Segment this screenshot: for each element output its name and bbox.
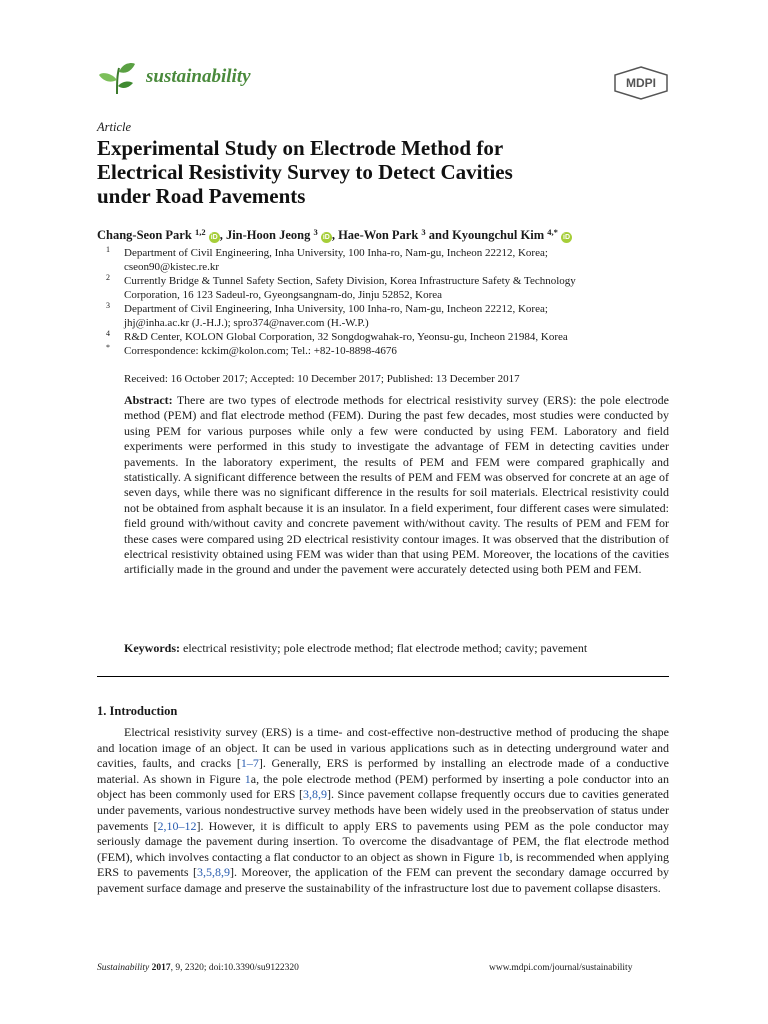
paragraph-text: ]. However, it is difficult to apply ERS to pavements using PEM as the pole conductor may seriously damage the pavement during insertion. To overcome the disadvantage of PEM, the flat electrode method (FEM), which involves contacting a flat conductor to an object as shown in Figure: [97, 818, 669, 864]
affiliation-line: [106, 316, 666, 330]
journal-logo: [97, 58, 137, 98]
abstract-label: Abstract:: [124, 393, 173, 407]
title-line: under Road Pavements: [97, 184, 306, 208]
author-affiliation-sup: 4,*: [547, 227, 558, 237]
paragraph-text: a, the pole electrode method (PEM) performed by inserting a pole conductor into an object has been commonly used for ERS [: [97, 771, 669, 802]
paragraph-text: ]. Generally, ERS is performed by installing an electrode made of a conductive material. As shown in Figure: [97, 756, 669, 786]
footer-journal: Sustainability: [97, 963, 150, 973]
citation-link[interactable]: 1: [244, 771, 251, 786]
author-name: Hae-Won Park: [338, 228, 419, 242]
affiliation-line: [106, 246, 666, 260]
mdpi-logo: [612, 66, 670, 100]
footer-doi: , 9, 2320; doi:10.3390/su9122320: [170, 963, 299, 973]
affiliation-number: 2: [106, 273, 110, 282]
author-affiliation-sup: 3: [421, 227, 426, 237]
footer-citation: [97, 963, 299, 973]
orcid-icon[interactable]: iD: [563, 234, 570, 241]
paragraph-text: ]. Since pavement collapse frequently occurs due to cavities generated under pavements, various nondestructive survey methods have been widely used in the preobservation of status under pavements [: [97, 787, 669, 833]
paragraph-text: Electrical resistivity survey (ERS) is a time- and cost-effective non-destructive method of producing the shape and location image of an object. It can be used in various applications such as in detecting underground water and cavities, faults, and cracks [: [97, 725, 669, 771]
paragraph-text: ]. Moreover, the application of the FEM can prevent the secondary damage occurred by pavement surface damage and preserve the sustainability of the infrastructure lost due to pavement collapse disasters.: [97, 865, 670, 895]
affiliation-line: [106, 274, 666, 288]
affiliation-number: 4: [106, 329, 110, 338]
affiliation-number: 3: [106, 301, 110, 310]
affiliation-text: Department of Civil Engineering, Inha University, 100 Inha-ro, Nam-gu, Incheon 22212, Korea;: [124, 303, 548, 315]
author-separator: ,: [331, 228, 339, 242]
title-line: Electrical Resistivity Survey to Detect Cavities: [97, 160, 513, 184]
section-heading: 1. Introduction: [97, 704, 178, 718]
footer-year: 2017: [151, 963, 171, 973]
paragraph-text: b, is recommended when applying ERS to pavements [: [97, 849, 669, 880]
citation-link[interactable]: 3,5,8,9: [196, 865, 230, 880]
affiliation-number: 1: [106, 245, 110, 254]
affiliation-line: [106, 302, 666, 316]
author-affiliation-sup: 1,2: [194, 227, 206, 237]
title-line: Experimental Study on Electrode Method for: [97, 136, 504, 160]
citation-link[interactable]: 2,10–12: [157, 818, 197, 833]
affiliation-line: [106, 344, 666, 358]
author-list: [97, 227, 572, 243]
affiliation-text: cseon90@kistec.re.kr: [124, 261, 220, 273]
affiliation-list: [106, 246, 666, 358]
affiliation-text: Corporation, 16 123 Sadeul-ro, Gyeongsangnam-do, Jinju 52852, Korea: [124, 289, 443, 301]
publication-dates: Received: 16 October 2017; Accepted: 10 December 2017; Published: 13 December 2017: [124, 373, 520, 385]
citation-link[interactable]: 1: [497, 849, 504, 864]
keywords-text: electrical resistivity; pole electrode method; flat electrode method; cavity; pavement: [183, 641, 588, 655]
affiliation-line: [106, 260, 666, 274]
author-name: Chang-Seon Park: [97, 228, 192, 242]
citation-link[interactable]: 3,8,9: [303, 787, 328, 802]
article-type: Article: [97, 120, 132, 134]
keywords-label: Keywords:: [124, 641, 180, 655]
affiliation-text: Correspondence: kckim@kolon.com; Tel.: +82-10-8898-4676: [124, 345, 397, 357]
journal-name: sustainability: [146, 66, 251, 87]
author-name: Jin-Hoon Jeong: [225, 228, 311, 242]
mdpi-logo-text: MDPI: [626, 76, 656, 90]
orcid-icon[interactable]: iD: [322, 234, 330, 241]
affiliation-line: [106, 288, 666, 302]
author-separator: ,: [219, 228, 226, 242]
author-affiliation-sup: 3: [313, 227, 318, 237]
affiliation-text: R&D Center, KOLON Global Corporation, 32 Songdogwahak-ro, Yeonsu-gu, Incheon 21984, Korea: [124, 331, 568, 343]
affiliation-text: Currently Bridge & Tunnel Safety Section, Safety Division, Korea Infrastructure Safety & Technology: [124, 275, 576, 287]
paper-title: [97, 136, 657, 208]
affiliation-text: jhj@inha.ac.kr (J.-H.J.); spro374@naver.com (H.-W.P.): [124, 317, 369, 329]
introduction-paragraph: [97, 725, 669, 897]
orcid-icon[interactable]: iD: [210, 234, 218, 241]
affiliation-text: Department of Civil Engineering, Inha University, 100 Inha-ro, Nam-gu, Incheon 22212, Korea;: [124, 247, 548, 259]
affiliation-number: *: [106, 343, 110, 352]
section-divider: [97, 676, 669, 677]
affiliation-line: [106, 330, 666, 344]
citation-link[interactable]: 1–7: [240, 756, 259, 771]
abstract: [124, 393, 669, 578]
author-name: Kyoungchul Kim: [452, 228, 545, 242]
abstract-text: There are two types of electrode methods for electrical resistivity survey (ERS): the pole electrode method (PEM) and flat electrode method (FEM). During the past few decades, most studies were conducted by using PEM for various purposes while only a few were conducted by using FEM. Laboratory and field experiments were performed in this study to investigate the advantage of FEM in detecting cavities under pavements. In the laboratory experiment, the results of PEM and FEM were compared graphically and statistically. A significant difference between the results of PEM and FEM was observed for concrete at an age of seven days, while there was no significant difference in the results for soil materials. Electrical resistivity could not be obtained from asphalt because it is an insulator. In a field experiment, four different cases were simulated: field ground with/without cavity and concrete pavement with/without cavity. The results of PEM and FEM for these cases were compared using 2D electrical resistivity contour images. It was observed that the distribution of electrical resistivity obtained using FEM was wider than that using PEM. Moreover, the locations of the cavities artificially made in the ground and under the pavement were accurately detected using both PEM and FEM.: [124, 393, 669, 577]
keywords: [124, 641, 669, 656]
author-separator: and: [425, 228, 453, 242]
footer-url[interactable]: www.mdpi.com/journal/sustainability: [489, 963, 633, 973]
